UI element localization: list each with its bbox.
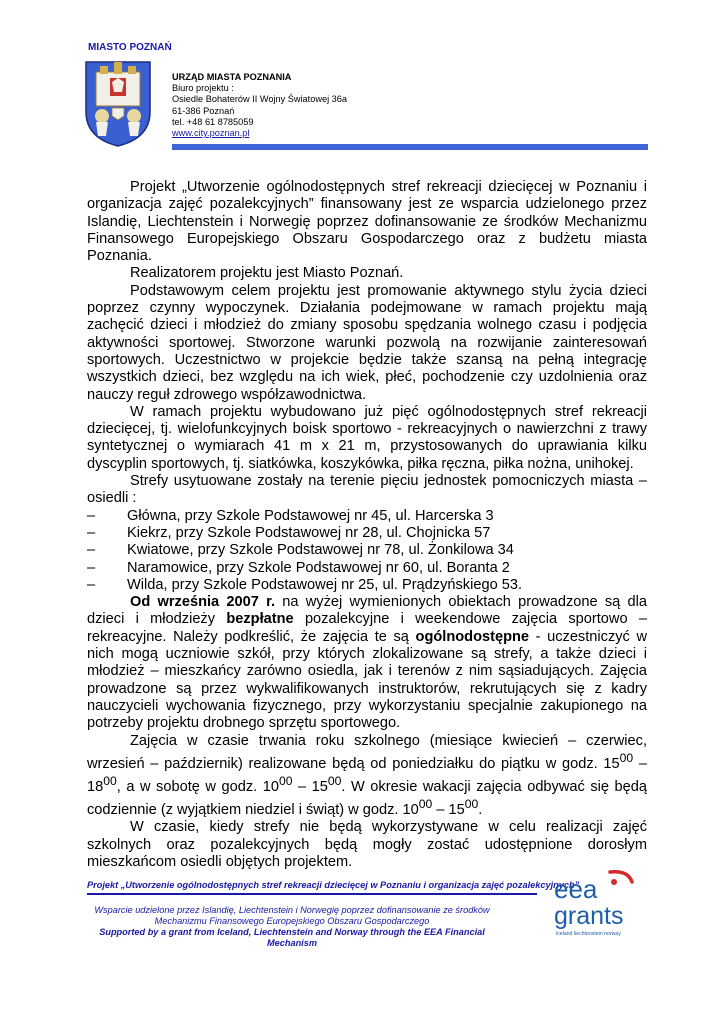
paragraph-adults: W czasie, kiedy strefy nie będą wykorzystywane w celu realizacji zajęć szkolnych oraz pozalekcyjnych będą mogły zostać udostępnione dorosłym mieszkańcom osiedli objętych projektem.	[87, 819, 647, 870]
office-name: URZĄD MIASTA POZNANIA	[172, 72, 292, 82]
eea-grants-logo-icon	[548, 868, 638, 938]
start-date-bold: Od września 2007 r.	[130, 594, 276, 611]
open-access-bold: ogólnodostępne	[415, 628, 530, 645]
dash-bullet: –	[87, 576, 96, 593]
list-item	[87, 560, 647, 577]
footer-divider	[87, 893, 537, 895]
paragraph-zones: W ramach projektu wybudowano już pięć ogólnodostępnych stref rekreacji dziecięcej, tj. wielofunkcyjnych boisk sportowo - rekreacyjnych o nawierzchni z trawy syntetycznej o wymiarach 41 m x 21 m, przystosowanych do uprawiania kilku dyscyplin sportowych, tj. siatkówka, koszykówka, piłka ręczna, piłka nożna, unihokej.	[87, 403, 647, 472]
paragraph-implementer: Realizatorem projektu jest Miasto Poznań.	[130, 265, 404, 282]
superscript: 00	[619, 750, 634, 765]
footer-project-title: Projekt „Utworzenie ogólnodostępnych stref rekreacji dziecięcej w Poznaniu i organizacja zajęć pozalekcyjnych”	[87, 880, 580, 890]
list-item	[87, 577, 647, 594]
text-run: . W okresie wakacji zajęcia odbywać się będą codziennie (z wyjątkiem niedziel i świąt) w godz. 10	[87, 778, 647, 818]
dash-bullet: –	[87, 507, 96, 524]
dash-bullet: –	[87, 542, 96, 559]
paragraph-schedule	[87, 733, 647, 820]
free-bold: bezpłatne	[226, 611, 294, 628]
city-label: MIASTO POZNAŃ	[88, 42, 172, 53]
office-line: Biuro projektu :	[172, 83, 234, 94]
support-text-en: Supported by a grant from Iceland, Liechtenstein and Norway through the EEA Financial Mechanism	[99, 927, 485, 948]
paragraph-goal: Podstawowym celem projektu jest promowanie aktywnego stylu życia dzieci poprzez czynny wypoczynek. Działania podejmowane w ramach projektu mają zachęcić dzieci i młodzież do zmiany sposobu spędzania wolnego czasu i podjęcia aktywności sportowej. Stworzone warunki pozwolą na rozwijanie zainteresowań sportowych. Uczestnictwo w projekcie będzie także szansą na pełną integrację wszystkich dzieci, bez względu na ich wiek, płeć, pochodzenie czy uzdolnienia oraz nauczy reguł zdrowego współzawodnictwa.	[87, 282, 647, 403]
text-run: Zajęcia w czasie trwania roku szkolnego (miesiące kwiecień – czerwiec, wrzesień – październik) realizowane będą od poniedziałku do piątku w godz. 15	[87, 732, 647, 772]
location-text: Kiekrz, przy Szkole Podstawowej nr 28, ul. Chojnicka 57	[127, 524, 491, 541]
poznan-coat-of-arms-icon	[82, 56, 154, 148]
superscript: 00	[278, 773, 293, 788]
logo-tagline: iceland liechtenstein norway	[556, 931, 621, 937]
text-run: - uczestniczyć w nich mogą uczniowie szkół, przy których zlokalizowane są strefy, a także dzieci i młodzież – mieszkańcy zarówno osiedla, jak i terenów z nim sąsiadujących. Zajęcia prowadzone są przez wykwalifikowanych instruktorów, rekrutujących się z kadry nauczycieli wychowania fizycznego, przy wykorzystaniu specjalnie zakupionego na potrzeby projektu drobnego sprzętu sportowego.	[87, 628, 647, 732]
text-run: .	[478, 801, 483, 818]
header-divider	[172, 144, 648, 150]
text-run: – 15	[292, 778, 328, 795]
text-run: – 15	[432, 801, 465, 818]
text-run: pozalekcyjne i weekendowe zajęcia sportowo – rekreacyjne. Należy podkreślić, że zajęcia te są	[87, 611, 647, 645]
document-body	[87, 179, 647, 871]
locations-list	[87, 508, 647, 594]
text-run: na wyżej wymienionych obiektach prowadzone są dla dzieci i młodzieży	[87, 594, 647, 628]
office-line: 61-386 Poznań	[172, 105, 235, 116]
superscript: 00	[103, 773, 117, 788]
office-address-block	[172, 72, 347, 139]
location-text: Kwiatowe, przy Szkole Podstawowej nr 78, ul. Żonkilowa 34	[127, 542, 514, 559]
paragraph-locations-intro: Strefy usytuowane zostały na terenie pięciu jednostek pomocniczych miasta – osiedli :	[87, 473, 647, 507]
office-line: tel. +48 61 8785059	[172, 116, 254, 127]
list-item	[87, 525, 647, 542]
superscript: 00	[418, 797, 433, 812]
support-text-pl: Wsparcie udzielone przez Islandię, Liechtenstein i Norwegię poprzez dofinansowanie ze środków Mechanizmu Finansowego Europejskiego Obszaru Gospodarczego	[94, 905, 490, 926]
location-text: Wilda, przy Szkole Podstawowej nr 25, ul. Prądzyńskiego 53.	[127, 576, 523, 593]
office-line: Osiedle Bohaterów II Wojny Światowej 36a	[172, 94, 347, 105]
logo-word-eea: eea	[554, 874, 598, 904]
superscript: 00	[327, 773, 342, 788]
logo-word-grants: grants	[554, 902, 624, 930]
paragraph-activities	[87, 594, 647, 732]
dash-bullet: –	[87, 559, 96, 576]
location-text: Główna, przy Szkole Podstawowej nr 45, ul. Harcerska 3	[127, 507, 494, 524]
superscript: 00	[464, 797, 479, 812]
website-link[interactable]: www.city.poznan.pl	[172, 128, 250, 139]
text-run: , a w sobotę w godz. 10	[116, 778, 279, 795]
location-text: Naramowice, przy Szkole Podstawowej nr 60, ul. Boranta 2	[127, 559, 510, 576]
text-run: – 18	[87, 755, 648, 795]
list-item	[87, 508, 647, 525]
paragraph-intro: Projekt „Utworzenie ogólnodostępnych stref rekreacji dziecięcej w Poznaniu i organizacja zajęć pozalekcyjnych” finansowany jest ze wsparcia udzielonego przez Islandię, Liechtenstein i Norwegię poprzez dofinansowanie ze środków Mechanizmu Finansowego Europejskiego Obszaru Gospodarczego oraz z budżetu miasta Poznania.	[87, 179, 647, 265]
footer-support-note	[87, 905, 497, 949]
dash-bullet: –	[87, 524, 96, 541]
list-item	[87, 542, 647, 559]
